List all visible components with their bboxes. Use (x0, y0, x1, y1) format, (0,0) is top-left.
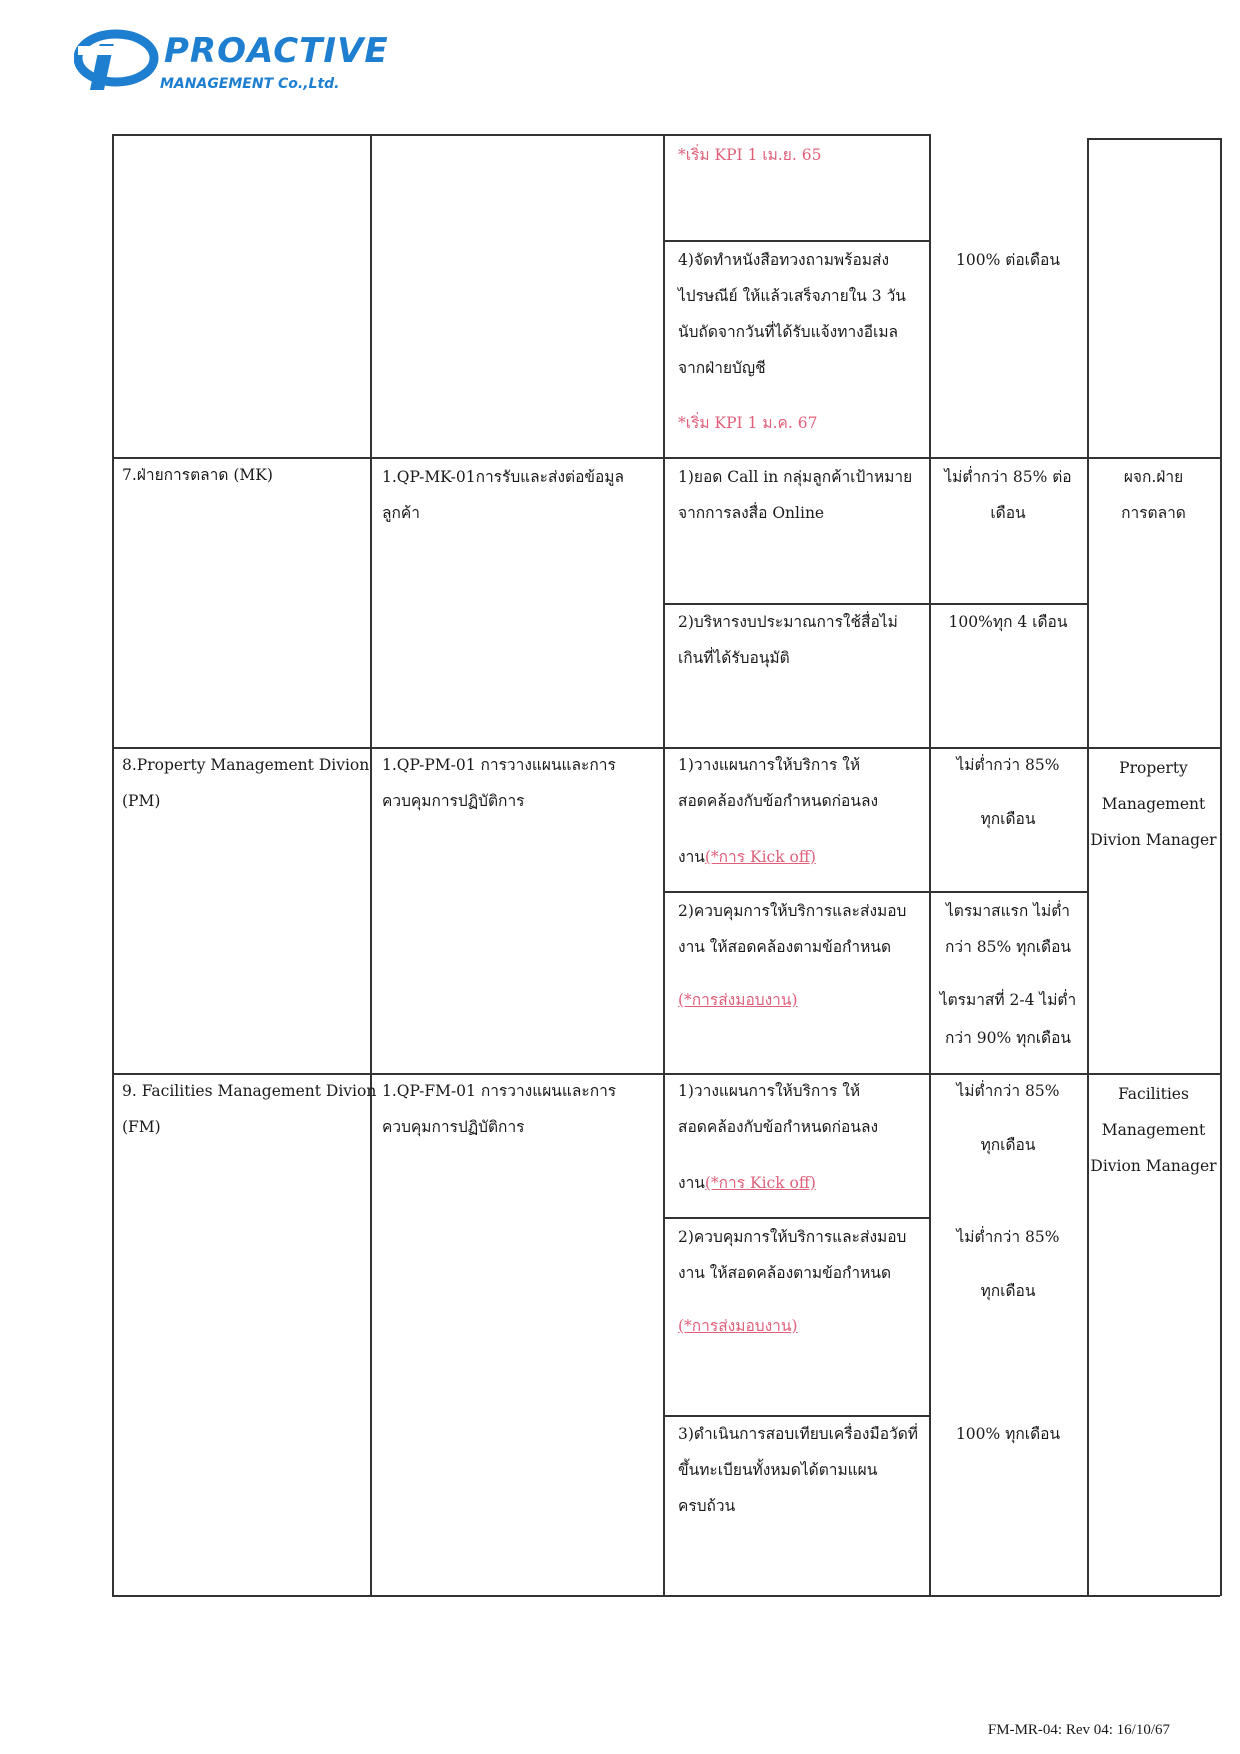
kpi-text-line: สอดคล้องกับข้อกำหนดก่อนลง (678, 1118, 879, 1136)
logo-title: PROACTIVE (164, 31, 389, 71)
owner-line: Management (1101, 795, 1206, 813)
kpi-text-line: จากฝ่ายบัญชี (678, 359, 766, 377)
kpi-text-line: 1)วางแผนการให้บริการ ให้ (678, 756, 861, 774)
kpi-text-line: ครบถ้วน (678, 1497, 736, 1515)
kpi-text-line: สอดคล้องกับข้อกำหนดก่อนลง (678, 792, 879, 810)
kpi-target-line: ไม่ต่ำกว่า 85% (956, 1082, 1060, 1100)
kpi-text-line: เกินที่ได้รับอนุมัติ (678, 649, 790, 667)
company-logo (74, 24, 389, 104)
process-text-line: ลูกค้า (382, 504, 420, 522)
kpi-target: 100% ทุกเดือน (955, 1425, 1061, 1443)
owner-line: Management (1101, 1121, 1206, 1139)
department-name-line: 9. Facilities Management Divion (122, 1082, 377, 1100)
kpi-text-line: 2)ควบคุมการให้บริการและส่งมอบ (678, 902, 907, 920)
logo-subtitle: MANAGEMENT Co.,Ltd. (160, 76, 340, 92)
kpi-text-line: 1)วางแผนการให้บริการ ให้ (678, 1082, 861, 1100)
table-border-top (1087, 138, 1220, 140)
kpi-target-line: กว่า 90% ทุกเดือน (945, 1029, 1071, 1047)
kpi-text-line: 1)ยอด Call in กลุ่มลูกค้าเป้าหมาย (678, 468, 913, 486)
kpi-target-line: ไม่ต่ำกว่า 85% ต่อ (944, 468, 1072, 486)
table-col-divider (1087, 138, 1089, 1596)
table-border-left (112, 134, 114, 1596)
department-name-line: (FM) (122, 1118, 161, 1136)
owner-line: ผจก.ฝ่าย (1123, 468, 1184, 486)
process-text-line: 1.QP-FM-01 การวางแผนและการ (382, 1082, 617, 1100)
kpi-start-note: *เริ่ม KPI 1 ม.ค. 67 (678, 414, 818, 432)
kpi-text-line: 2)ควบคุมการให้บริการและส่งมอบ (678, 1228, 907, 1246)
kpi-text-line: นับถัดจากวันที่ได้รับแจ้งทางอีเมล (678, 323, 899, 341)
kpi-start-note: *เริ่ม KPI 1 เม.ย. 65 (678, 146, 822, 164)
process-text-line: ควบคุมการปฏิบัติการ (382, 1118, 525, 1136)
owner-line: Divion Manager (1090, 1157, 1217, 1175)
kick-off-note: (*การ Kick off) (704, 1174, 816, 1192)
owner-line: การตลาด (1121, 504, 1186, 522)
department-name-line: 8.Property Management Divion (122, 756, 370, 774)
handover-note: (*การส่งมอบงาน) (678, 991, 798, 1009)
kpi-text-line: 4)จัดทำหนังสือทวงถามพร้อมส่ง (678, 251, 890, 269)
kpi-text-line: ไปรษณีย์ ให้แล้วเสร็จภายใน 3 วัน (678, 287, 906, 305)
table-border-bottom (112, 1595, 1220, 1597)
kpi-text-line (678, 839, 816, 875)
process-text-line: ควบคุมการปฏิบัติการ (382, 792, 525, 810)
kpi-text-line: งาน ให้สอดคล้องตามข้อกำหนด (678, 1264, 892, 1282)
kpi-text-line (678, 1165, 816, 1201)
logo-emblem-icon (74, 24, 164, 94)
owner-line: Divion Manager (1090, 831, 1217, 849)
kpi-target-line: ไม่ต่ำกว่า 85% (956, 1228, 1060, 1246)
kpi-target-line: ไตรมาสที่ 2-4 ไม่ต่ำ (939, 991, 1077, 1009)
kpi-text-line: งาน ให้สอดคล้องตามข้อกำหนด (678, 938, 892, 956)
kpi-target: 100%ทุก 4 เดือน (948, 613, 1068, 631)
process-text-line: 1.QP-PM-01 การวางแผนและการ (382, 756, 616, 774)
kpi-target-line: ทุกเดือน (980, 810, 1036, 828)
kpi-text-line-end: งาน (678, 848, 705, 866)
kpi-target-line: ทุกเดือน (980, 1282, 1036, 1300)
department-name-line: (PM) (122, 792, 161, 810)
table-border-top (112, 134, 929, 136)
table-col-divider (929, 134, 931, 1596)
kpi-text-line: 3)ดำเนินการสอบเทียบเครื่องมือวัดที่ (678, 1425, 919, 1443)
document-code: FM-MR-04: Rev 04: 16/10/67 (987, 1722, 1170, 1738)
table-col-divider (370, 134, 372, 1596)
kpi-target: 100% ต่อเดือน (956, 251, 1060, 269)
kpi-target-line: กว่า 85% ทุกเดือน (945, 938, 1071, 956)
kpi-target-line: ไม่ต่ำกว่า 85% (956, 756, 1060, 774)
kpi-text-line: 2)บริหารงบประมาณการใช้สื่อไม่ (678, 613, 898, 631)
owner-line: Property (1119, 759, 1188, 777)
handover-note: (*การส่งมอบงาน) (678, 1317, 798, 1335)
table-col-divider (663, 134, 665, 1596)
kpi-text-line: จากการลงสื่อ Online (678, 504, 825, 522)
kpi-text-line-end: งาน (678, 1174, 705, 1192)
owner-line: Facilities (1118, 1085, 1189, 1103)
kpi-target-line: เดือน (990, 504, 1026, 522)
process-text-line: 1.QP-MK-01การรับและส่งต่อข้อมูล (382, 468, 625, 486)
kpi-target-line: ทุกเดือน (980, 1136, 1036, 1154)
kick-off-note: (*การ Kick off) (704, 848, 816, 866)
kpi-target-line: ไตรมาสแรก ไม่ต่ำ (946, 902, 1070, 920)
kpi-text-line: ขึ้นทะเบียนทั้งหมดได้ตามแผน (678, 1461, 878, 1479)
department-name: 7.ฝ่ายการตลาด (MK) (122, 466, 273, 484)
table-border-right (1220, 138, 1222, 1596)
